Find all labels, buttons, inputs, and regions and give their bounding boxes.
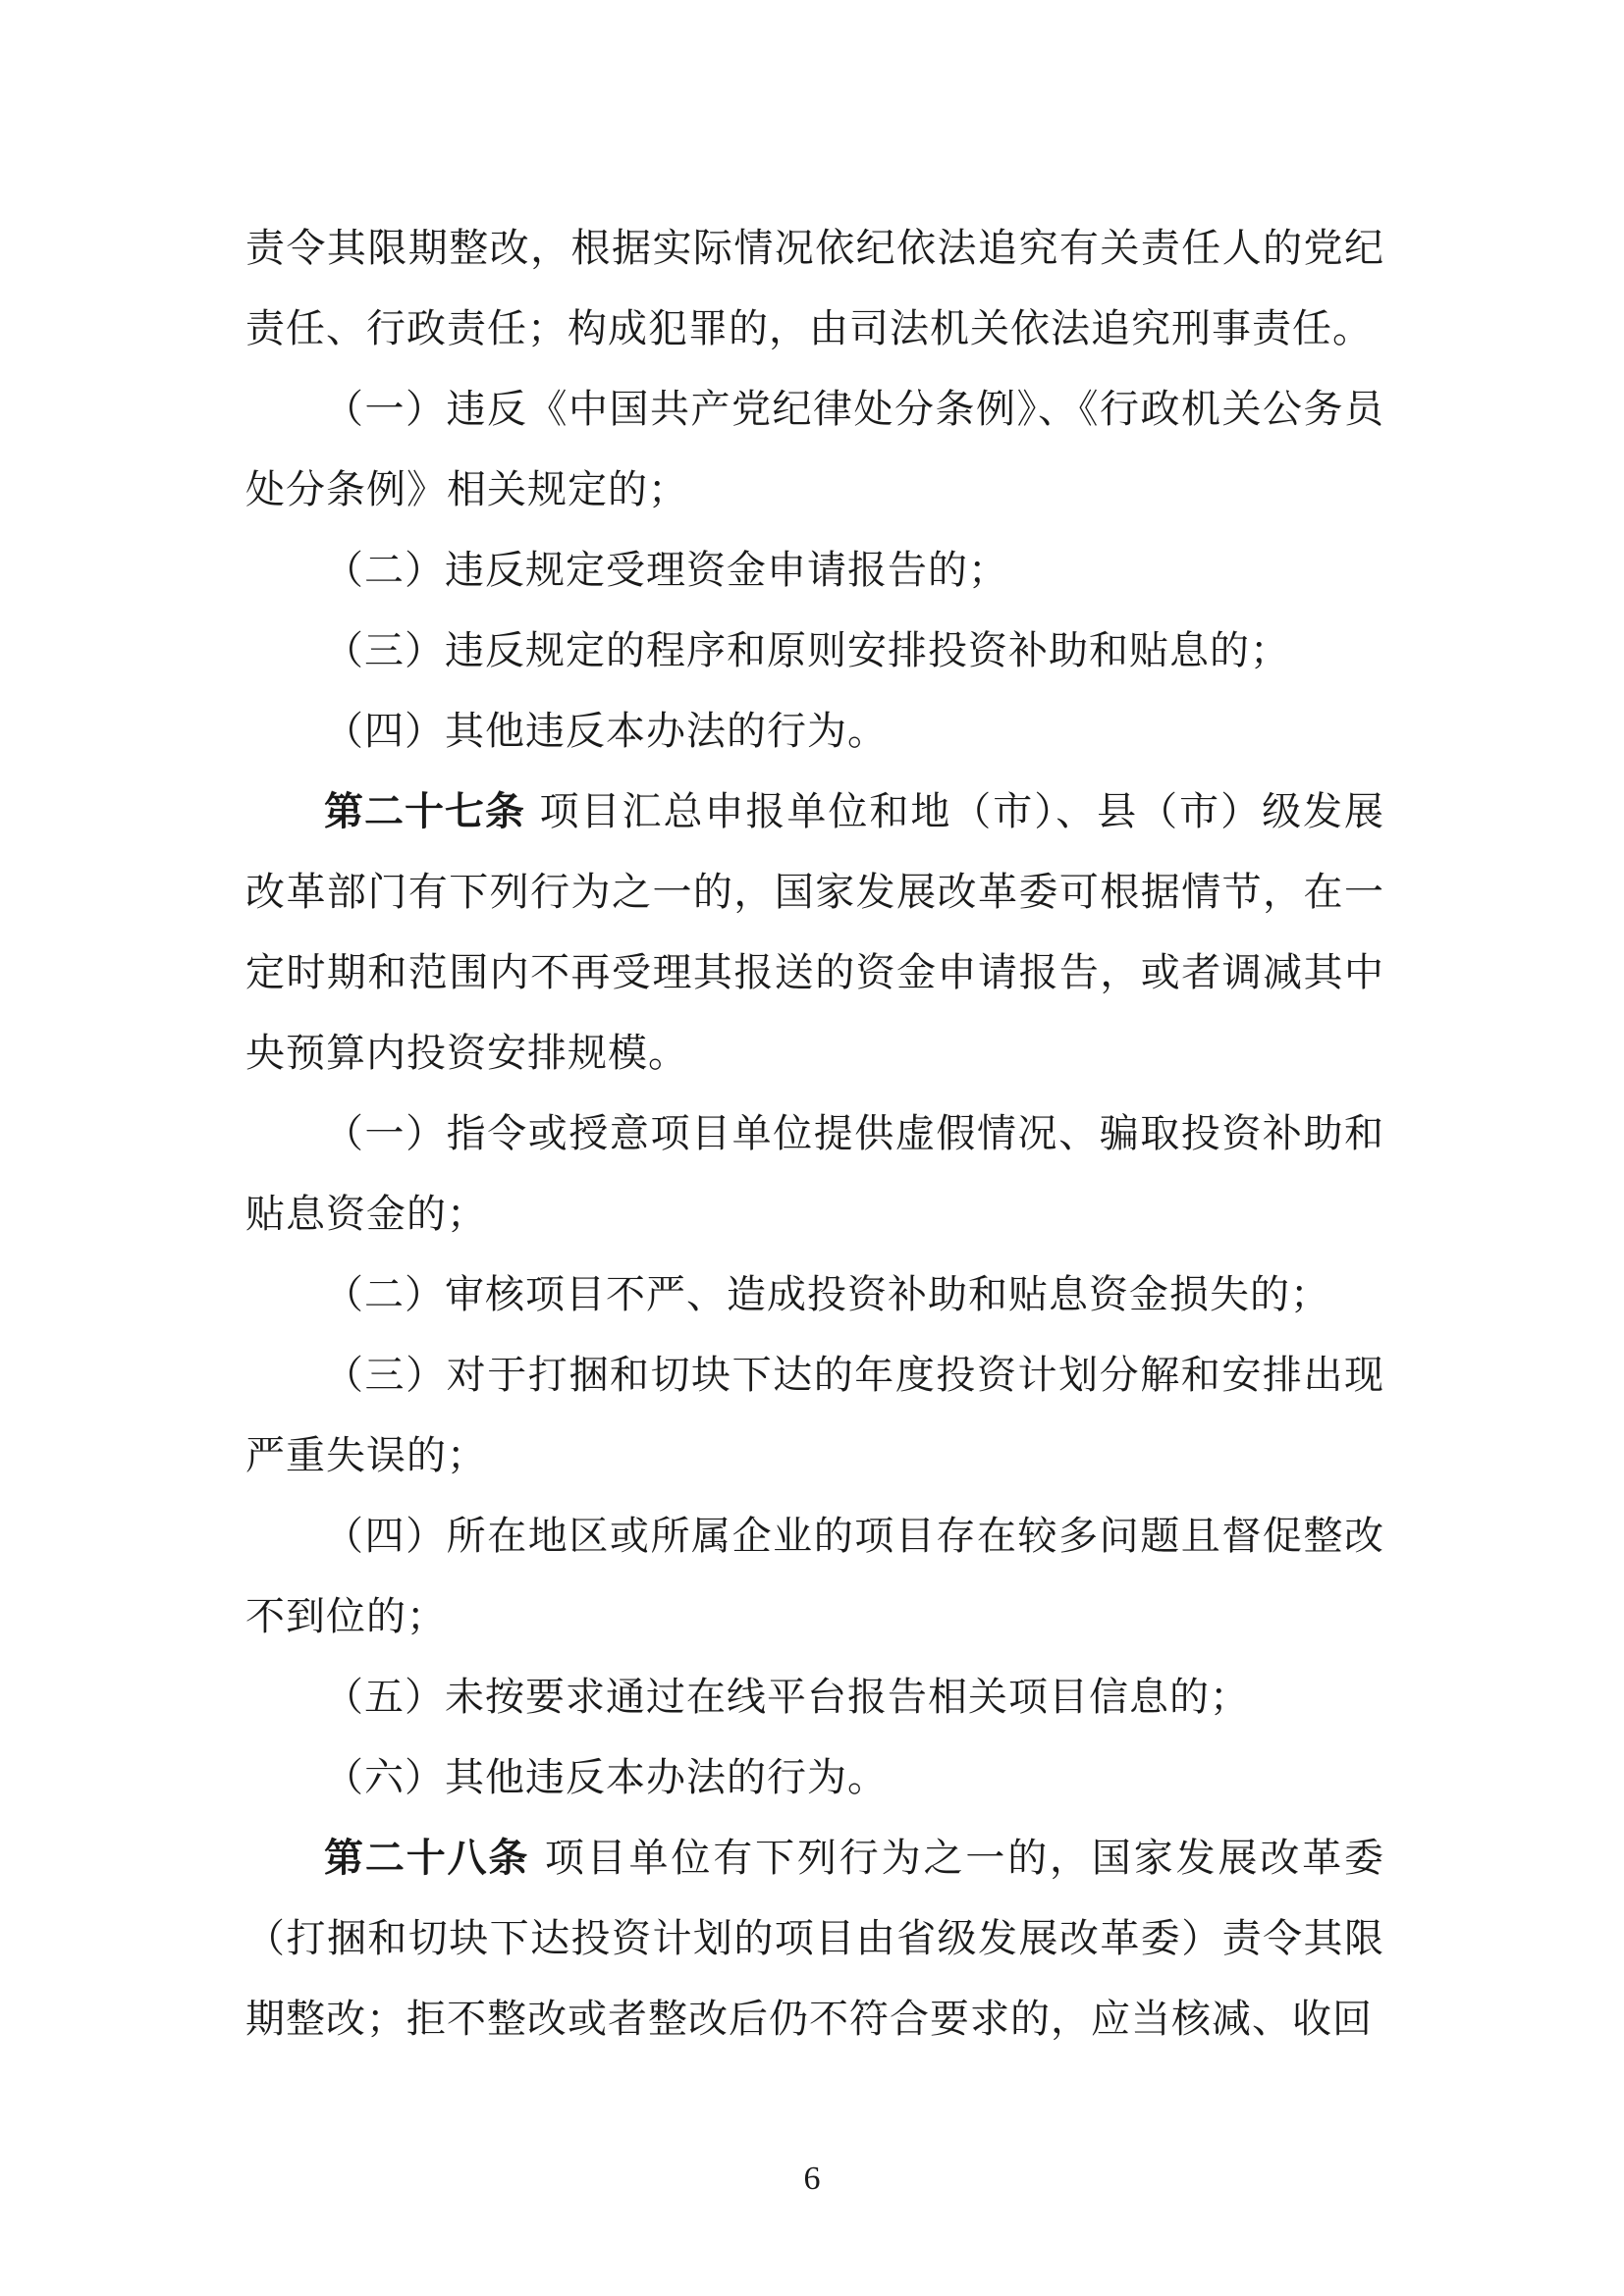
clause-text: （二）违反规定受理资金申请报告的； (324, 548, 1008, 593)
article-text: 项目单位有下列行为之一的，国家发展改革委（打捆和切块下达投资计划的项目由省级发展改革委）责令其限期整改；拒不整改或者整改后仍不符合要求的，应当核减、收回 (245, 1836, 1385, 2042)
clause-item (245, 1335, 1384, 1496)
clause-text: （四）其他违反本办法的行为。 (324, 709, 888, 754)
clause-item (245, 530, 1384, 611)
clause-item (245, 369, 1384, 530)
paragraph-continuation (245, 208, 1384, 369)
paragraph-text: 责令其限期整改，根据实际情况依纪依法追究有关责任人的党纪责任、行政责任；构成犯罪的，由司法机关依法追究刑事责任。 (245, 226, 1384, 351)
clause-text: （四）所在地区或所属企业的项目存在较多问题且督促整改不到位的； (245, 1514, 1384, 1639)
clause-text: （三）对于打捆和切块下达的年度投资计划分解和安排出现严重失误的； (245, 1353, 1384, 1478)
article-label: 第二十八条 (324, 1836, 530, 1881)
clause-text: （六）其他违反本办法的行为。 (324, 1755, 888, 1800)
document-body (245, 208, 1384, 2059)
clause-text: （一）指令或授意项目单位提供虚假情况、骗取投资补助和贴息资金的； (245, 1111, 1384, 1237)
clause-item (245, 691, 1384, 772)
clause-item (245, 611, 1384, 691)
clause-item (245, 1657, 1384, 1737)
article-28 (245, 1818, 1384, 2059)
article-label: 第二十七条 (324, 789, 525, 834)
article-text: 项目汇总申报单位和地（市）、县（市）级发展改革部门有下列行为之一的，国家发展改革委可根据情节，在一定时期和范围内不再受理其报送的资金申请报告，或者调减其中央预算内投资安排规模。 (245, 789, 1385, 1076)
article-27 (245, 772, 1384, 1094)
clause-item (245, 1496, 1384, 1657)
clause-text: （一）违反《中国共产党纪律处分条例》、《行政机关公务员处分条例》相关规定的； (245, 387, 1384, 512)
clause-text: （三）违反规定的程序和原则安排投资补助和贴息的； (324, 628, 1290, 673)
clause-item (245, 1094, 1384, 1255)
clause-text: （五）未按要求通过在线平台报告相关项目信息的； (324, 1675, 1250, 1720)
clause-item (245, 1737, 1384, 1818)
clause-text: （二）审核项目不严、造成投资补助和贴息资金损失的； (324, 1272, 1330, 1317)
clause-item (245, 1255, 1384, 1335)
page-number: 6 (803, 2161, 821, 2197)
